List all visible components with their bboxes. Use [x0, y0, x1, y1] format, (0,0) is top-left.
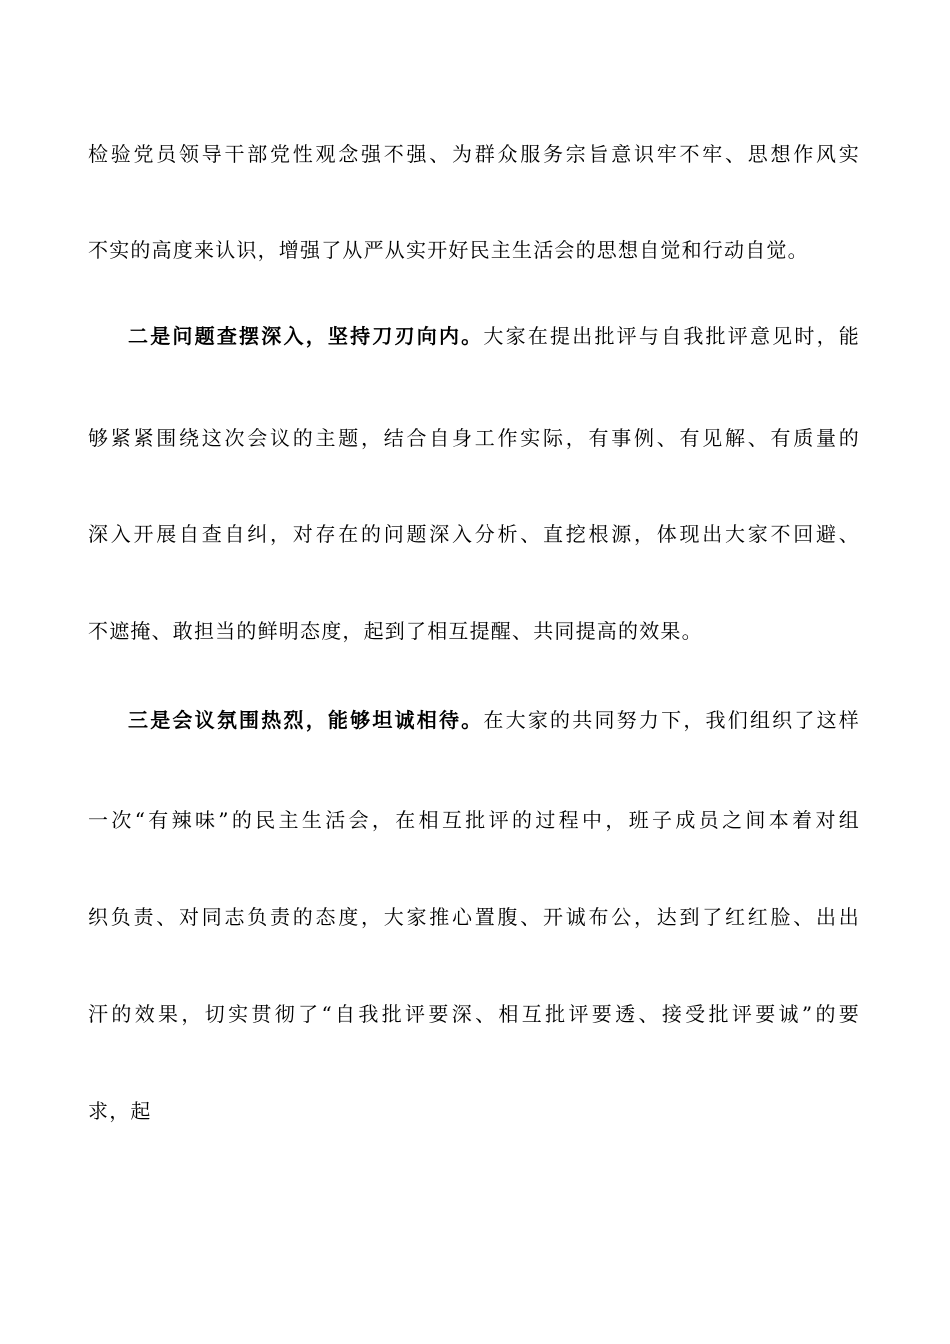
- paragraph-line-7-text: 在大家的共同努力下，我们组织了这样: [483, 708, 861, 732]
- paragraph-line-5: 深入开展自查自纠，对存在的问题深入分析、直挖根源，体现出大家不回避、: [88, 522, 860, 546]
- paragraph-line-10: 汗的效果，切实贯彻了“自我批评要深、相互批评要透、接受批评要诚”的要: [88, 1002, 860, 1026]
- paragraph-line-7: [128, 706, 860, 734]
- section-heading-two: 二是问题查摆深入，坚持刀刃向内。: [128, 324, 484, 348]
- paragraph-line-6: 不遮掩、敢担当的鲜明态度，起到了相互提醒、共同提高的效果。: [88, 619, 703, 643]
- paragraph-line-3-text: 大家在提出批评与自我批评意见时，能: [483, 324, 861, 348]
- paragraph-line-4: 够紧紧围绕这次会议的主题，结合自身工作实际，有事例、有见解、有质量的: [88, 426, 860, 450]
- paragraph-line-9: 织负责、对同志负责的态度，大家推心置腹、开诚布公，达到了红红脸、出出: [88, 905, 860, 929]
- section-heading-three: 三是会议氛围热烈，能够坦诚相待。: [128, 708, 484, 732]
- paragraph-line-2: 不实的高度来认识，增强了从严从实开好民主生活会的思想自觉和行动自觉。: [88, 238, 809, 262]
- paragraph-line-1: 检验党员领导干部党性观念强不强、为群众服务宗旨意识牢不牢、思想作风实: [88, 142, 860, 166]
- paragraph-line-11: 求，起: [88, 1099, 152, 1123]
- paragraph-line-3: [128, 322, 860, 350]
- paragraph-line-8: 一次“有辣味”的民主生活会，在相互批评的过程中，班子成员之间本着对组: [88, 808, 860, 832]
